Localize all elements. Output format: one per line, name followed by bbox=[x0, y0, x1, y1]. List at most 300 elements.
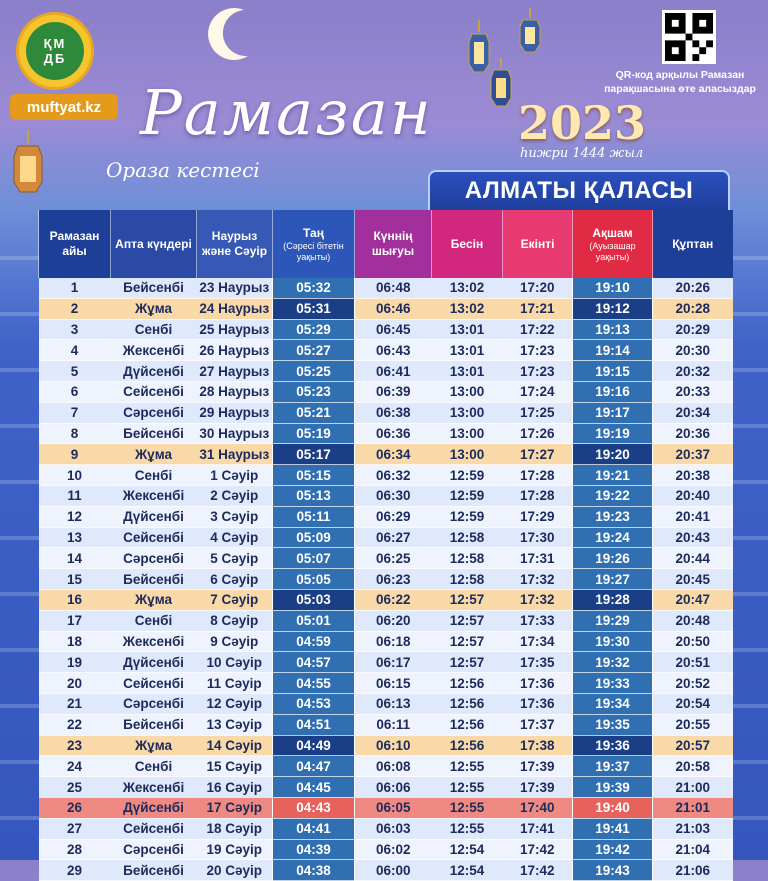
page-subtitle: Ораза кестесі bbox=[106, 158, 260, 182]
cell-date: 1 Сәуір bbox=[197, 465, 273, 486]
cell-afternoon: 17:25 bbox=[503, 402, 573, 423]
table-row bbox=[39, 444, 733, 465]
cell-dawn: 05:01 bbox=[273, 610, 355, 631]
header-sunset-note: (Ауызашар уақыты) bbox=[589, 240, 636, 262]
table-row bbox=[39, 485, 733, 506]
page-title: Рамазан bbox=[140, 76, 433, 149]
cell-day: 7 bbox=[39, 402, 111, 423]
cell-sunrise: 06:48 bbox=[355, 278, 432, 298]
table-row bbox=[39, 839, 733, 860]
cell-weekday: Сәрсенбі bbox=[111, 839, 197, 860]
cell-weekday: Жексенбі bbox=[111, 340, 197, 361]
cell-sunrise: 06:32 bbox=[355, 465, 432, 486]
cell-afternoon: 17:26 bbox=[503, 423, 573, 444]
cell-weekday: Бейсенбі bbox=[111, 714, 197, 735]
cell-sunset: 19:33 bbox=[573, 673, 653, 694]
cell-date: 5 Сәуір bbox=[197, 548, 273, 569]
cell-weekday: Дүйсенбі bbox=[111, 361, 197, 382]
cell-night: 20:48 bbox=[653, 610, 733, 631]
cell-noon: 12:56 bbox=[432, 673, 503, 694]
cell-sunrise: 06:11 bbox=[355, 714, 432, 735]
cell-noon: 13:01 bbox=[432, 319, 503, 340]
cell-dawn: 05:32 bbox=[273, 278, 355, 298]
cell-date: 29 Наурыз bbox=[197, 402, 273, 423]
cell-noon: 12:59 bbox=[432, 506, 503, 527]
cell-noon: 12:57 bbox=[432, 589, 503, 610]
cell-day: 23 bbox=[39, 735, 111, 756]
table-row bbox=[39, 381, 733, 402]
table-row bbox=[39, 693, 733, 714]
cell-sunset: 19:16 bbox=[573, 381, 653, 402]
table-row bbox=[39, 735, 733, 756]
cell-weekday: Бейсенбі bbox=[111, 423, 197, 444]
lantern-icon-3 bbox=[518, 8, 542, 56]
cell-sunrise: 06:46 bbox=[355, 298, 432, 319]
cell-sunset: 19:41 bbox=[573, 818, 653, 839]
cell-noon: 12:58 bbox=[432, 548, 503, 569]
cell-afternoon: 17:36 bbox=[503, 693, 573, 714]
cell-noon: 12:55 bbox=[432, 818, 503, 839]
cell-day: 20 bbox=[39, 673, 111, 694]
cell-night: 21:03 bbox=[653, 818, 733, 839]
cell-day: 10 bbox=[39, 465, 111, 486]
cell-sunrise: 06:20 bbox=[355, 610, 432, 631]
year: 2023 bbox=[518, 96, 647, 150]
cell-sunset: 19:22 bbox=[573, 485, 653, 506]
cell-weekday: Сенбі bbox=[111, 610, 197, 631]
table-row bbox=[39, 527, 733, 548]
qr-code-icon bbox=[665, 13, 713, 61]
logo-text-top: ҚМ bbox=[43, 36, 67, 51]
table-row bbox=[39, 610, 733, 631]
cell-sunset: 19:19 bbox=[573, 423, 653, 444]
cell-sunrise: 06:06 bbox=[355, 777, 432, 798]
cell-date: 18 Сәуір bbox=[197, 818, 273, 839]
cell-date: 28 Наурыз bbox=[197, 381, 273, 402]
cell-night: 20:52 bbox=[653, 673, 733, 694]
cell-date: 2 Сәуір bbox=[197, 485, 273, 506]
cell-noon: 12:55 bbox=[432, 777, 503, 798]
cell-night: 20:28 bbox=[653, 298, 733, 319]
cell-weekday: Жұма bbox=[111, 298, 197, 319]
cell-day: 2 bbox=[39, 298, 111, 319]
cell-sunset: 19:39 bbox=[573, 777, 653, 798]
cell-sunrise: 06:27 bbox=[355, 527, 432, 548]
cell-weekday: Бейсенбі bbox=[111, 860, 197, 881]
cell-sunrise: 06:43 bbox=[355, 340, 432, 361]
cell-noon: 12:56 bbox=[432, 693, 503, 714]
cell-afternoon: 17:32 bbox=[503, 569, 573, 590]
cell-day: 4 bbox=[39, 340, 111, 361]
cell-night: 20:38 bbox=[653, 465, 733, 486]
cell-sunset: 19:15 bbox=[573, 361, 653, 382]
table-row bbox=[39, 361, 733, 382]
cell-afternoon: 17:39 bbox=[503, 756, 573, 777]
cell-sunrise: 06:45 bbox=[355, 319, 432, 340]
cell-sunset: 19:42 bbox=[573, 839, 653, 860]
cell-day: 13 bbox=[39, 527, 111, 548]
cell-weekday: Дүйсенбі bbox=[111, 652, 197, 673]
cell-weekday: Жұма bbox=[111, 735, 197, 756]
cell-noon: 13:01 bbox=[432, 361, 503, 382]
cell-day: 26 bbox=[39, 797, 111, 818]
cell-weekday: Сәрсенбі bbox=[111, 548, 197, 569]
cell-afternoon: 17:34 bbox=[503, 631, 573, 652]
cell-sunset: 19:32 bbox=[573, 652, 653, 673]
cell-noon: 13:00 bbox=[432, 402, 503, 423]
cell-date: 20 Сәуір bbox=[197, 860, 273, 881]
cell-day: 12 bbox=[39, 506, 111, 527]
cell-weekday: Дүйсенбі bbox=[111, 506, 197, 527]
cell-day: 3 bbox=[39, 319, 111, 340]
cell-sunrise: 06:30 bbox=[355, 485, 432, 506]
cell-dawn: 04:53 bbox=[273, 693, 355, 714]
cell-day: 28 bbox=[39, 839, 111, 860]
cell-day: 14 bbox=[39, 548, 111, 569]
cell-night: 21:04 bbox=[653, 839, 733, 860]
cell-afternoon: 17:36 bbox=[503, 673, 573, 694]
cell-weekday: Сәрсенбі bbox=[111, 693, 197, 714]
cell-date: 26 Наурыз bbox=[197, 340, 273, 361]
cell-day: 15 bbox=[39, 569, 111, 590]
cell-sunrise: 06:15 bbox=[355, 673, 432, 694]
cell-sunset: 19:17 bbox=[573, 402, 653, 423]
table-row bbox=[39, 340, 733, 361]
cell-day: 5 bbox=[39, 361, 111, 382]
table-row bbox=[39, 631, 733, 652]
cell-dawn: 05:05 bbox=[273, 569, 355, 590]
cell-afternoon: 17:23 bbox=[503, 361, 573, 382]
cell-night: 20:50 bbox=[653, 631, 733, 652]
cell-noon: 12:59 bbox=[432, 485, 503, 506]
cell-weekday: Жұма bbox=[111, 444, 197, 465]
cell-night: 20:29 bbox=[653, 319, 733, 340]
cell-noon: 12:56 bbox=[432, 714, 503, 735]
cell-day: 18 bbox=[39, 631, 111, 652]
cell-sunset: 19:12 bbox=[573, 298, 653, 319]
cell-sunrise: 06:25 bbox=[355, 548, 432, 569]
cell-afternoon: 17:23 bbox=[503, 340, 573, 361]
table-row bbox=[39, 797, 733, 818]
table-row bbox=[39, 652, 733, 673]
header-day: Рамазан айы bbox=[39, 210, 111, 278]
cell-sunset: 19:23 bbox=[573, 506, 653, 527]
cell-sunrise: 06:39 bbox=[355, 381, 432, 402]
cell-weekday: Сейсенбі bbox=[111, 381, 197, 402]
lantern-icon-4 bbox=[488, 58, 514, 110]
cell-afternoon: 17:31 bbox=[503, 548, 573, 569]
header-date: Наурыз және Сәуір bbox=[197, 210, 273, 278]
cell-dawn: 05:15 bbox=[273, 465, 355, 486]
crescent-moon-icon bbox=[204, 6, 254, 62]
cell-weekday: Бейсенбі bbox=[111, 569, 197, 590]
cell-noon: 12:57 bbox=[432, 610, 503, 631]
cell-sunrise: 06:41 bbox=[355, 361, 432, 382]
cell-afternoon: 17:35 bbox=[503, 652, 573, 673]
cell-sunset: 19:43 bbox=[573, 860, 653, 881]
cell-sunrise: 06:22 bbox=[355, 589, 432, 610]
table-row bbox=[39, 423, 733, 444]
logo-text-bottom: ДБ bbox=[43, 51, 67, 66]
cell-sunset: 19:13 bbox=[573, 319, 653, 340]
table-row bbox=[39, 756, 733, 777]
header-afternoon: Екінті bbox=[503, 210, 573, 278]
cell-day: 16 bbox=[39, 589, 111, 610]
cell-dawn: 05:31 bbox=[273, 298, 355, 319]
right-ornament bbox=[728, 230, 768, 850]
cell-dawn: 05:13 bbox=[273, 485, 355, 506]
cell-night: 20:34 bbox=[653, 402, 733, 423]
cell-afternoon: 17:33 bbox=[503, 610, 573, 631]
cell-night: 20:55 bbox=[653, 714, 733, 735]
cell-noon: 12:55 bbox=[432, 797, 503, 818]
cell-date: 12 Сәуір bbox=[197, 693, 273, 714]
table-row bbox=[39, 673, 733, 694]
cell-noon: 13:01 bbox=[432, 340, 503, 361]
cell-afternoon: 17:37 bbox=[503, 714, 573, 735]
cell-sunrise: 06:29 bbox=[355, 506, 432, 527]
cell-night: 20:47 bbox=[653, 589, 733, 610]
table-row bbox=[39, 465, 733, 486]
qr-note: QR-код арқылы Рамазан парақшасына өте аласыздар bbox=[604, 69, 756, 95]
cell-noon: 12:57 bbox=[432, 631, 503, 652]
site-link[interactable]: muftyat.kz bbox=[10, 94, 118, 120]
cell-day: 8 bbox=[39, 423, 111, 444]
cell-date: 27 Наурыз bbox=[197, 361, 273, 382]
cell-sunrise: 06:13 bbox=[355, 693, 432, 714]
cell-afternoon: 17:24 bbox=[503, 381, 573, 402]
cell-noon: 13:00 bbox=[432, 381, 503, 402]
table-row bbox=[39, 548, 733, 569]
table-row bbox=[39, 506, 733, 527]
cell-date: 19 Сәуір bbox=[197, 839, 273, 860]
cell-night: 21:00 bbox=[653, 777, 733, 798]
hijri-year: һижри 1444 жыл bbox=[520, 146, 644, 161]
cell-date: 11 Сәуір bbox=[197, 673, 273, 694]
cell-sunset: 19:34 bbox=[573, 693, 653, 714]
cell-date: 10 Сәуір bbox=[197, 652, 273, 673]
cell-night: 20:45 bbox=[653, 569, 733, 590]
cell-day: 27 bbox=[39, 818, 111, 839]
cell-weekday: Сенбі bbox=[111, 465, 197, 486]
header-weekday: Апта күндері bbox=[111, 210, 197, 278]
cell-dawn: 04:59 bbox=[273, 631, 355, 652]
header-dawn-note: (Сәресі бітетін уақыты) bbox=[283, 240, 344, 262]
cell-night: 20:33 bbox=[653, 381, 733, 402]
cell-dawn: 05:29 bbox=[273, 319, 355, 340]
cell-dawn: 04:47 bbox=[273, 756, 355, 777]
cell-date: 23 Наурыз bbox=[197, 278, 273, 298]
cell-sunset: 19:20 bbox=[573, 444, 653, 465]
table-header-row bbox=[39, 210, 733, 278]
cell-sunset: 19:14 bbox=[573, 340, 653, 361]
cell-sunset: 19:29 bbox=[573, 610, 653, 631]
cell-weekday: Сейсенбі bbox=[111, 673, 197, 694]
cell-date: 14 Сәуір bbox=[197, 735, 273, 756]
cell-afternoon: 17:28 bbox=[503, 485, 573, 506]
cell-date: 7 Сәуір bbox=[197, 589, 273, 610]
cell-weekday: Жексенбі bbox=[111, 631, 197, 652]
cell-afternoon: 17:30 bbox=[503, 527, 573, 548]
cell-sunrise: 06:34 bbox=[355, 444, 432, 465]
cell-noon: 12:59 bbox=[432, 465, 503, 486]
cell-date: 31 Наурыз bbox=[197, 444, 273, 465]
cell-afternoon: 17:40 bbox=[503, 797, 573, 818]
cell-dawn: 05:09 bbox=[273, 527, 355, 548]
cell-sunrise: 06:10 bbox=[355, 735, 432, 756]
cell-weekday: Сейсенбі bbox=[111, 527, 197, 548]
cell-sunset: 19:30 bbox=[573, 631, 653, 652]
cell-dawn: 05:11 bbox=[273, 506, 355, 527]
cell-dawn: 05:23 bbox=[273, 381, 355, 402]
cell-day: 24 bbox=[39, 756, 111, 777]
header-sunset-label: Ақшам bbox=[592, 225, 633, 240]
table-row bbox=[39, 319, 733, 340]
cell-dawn: 05:21 bbox=[273, 402, 355, 423]
cell-night: 20:44 bbox=[653, 548, 733, 569]
cell-dawn: 05:25 bbox=[273, 361, 355, 382]
cell-noon: 12:56 bbox=[432, 735, 503, 756]
cell-dawn: 04:43 bbox=[273, 797, 355, 818]
cell-weekday: Жексенбі bbox=[111, 485, 197, 506]
cell-sunset: 19:40 bbox=[573, 797, 653, 818]
cell-date: 6 Сәуір bbox=[197, 569, 273, 590]
cell-day: 25 bbox=[39, 777, 111, 798]
cell-dawn: 04:38 bbox=[273, 860, 355, 881]
cell-dawn: 05:17 bbox=[273, 444, 355, 465]
left-ornament bbox=[0, 230, 40, 850]
cell-afternoon: 17:32 bbox=[503, 589, 573, 610]
cell-sunrise: 06:38 bbox=[355, 402, 432, 423]
cell-dawn: 05:07 bbox=[273, 548, 355, 569]
cell-date: 3 Сәуір bbox=[197, 506, 273, 527]
header-sunrise: Күннің шығуы bbox=[355, 210, 432, 278]
cell-weekday: Сенбі bbox=[111, 756, 197, 777]
table-row bbox=[39, 298, 733, 319]
cell-day: 19 bbox=[39, 652, 111, 673]
cell-sunrise: 06:08 bbox=[355, 756, 432, 777]
table-row bbox=[39, 589, 733, 610]
cell-weekday: Сейсенбі bbox=[111, 818, 197, 839]
cell-dawn: 05:27 bbox=[273, 340, 355, 361]
cell-sunrise: 06:17 bbox=[355, 652, 432, 673]
cell-day: 6 bbox=[39, 381, 111, 402]
header-dawn bbox=[273, 210, 355, 278]
header-night: Құптан bbox=[653, 210, 733, 278]
cell-sunrise: 06:03 bbox=[355, 818, 432, 839]
cell-sunset: 19:37 bbox=[573, 756, 653, 777]
cell-sunrise: 06:02 bbox=[355, 839, 432, 860]
cell-sunrise: 06:00 bbox=[355, 860, 432, 881]
cell-afternoon: 17:41 bbox=[503, 818, 573, 839]
cell-date: 8 Сәуір bbox=[197, 610, 273, 631]
cell-night: 21:01 bbox=[653, 797, 733, 818]
cell-noon: 12:55 bbox=[432, 756, 503, 777]
cell-sunset: 19:10 bbox=[573, 278, 653, 298]
cell-night: 20:30 bbox=[653, 340, 733, 361]
cell-date: 17 Сәуір bbox=[197, 797, 273, 818]
header-noon: Бесін bbox=[432, 210, 503, 278]
cell-weekday: Дүйсенбі bbox=[111, 797, 197, 818]
lantern-icon bbox=[8, 130, 48, 200]
cell-sunset: 19:26 bbox=[573, 548, 653, 569]
cell-dawn: 04:55 bbox=[273, 673, 355, 694]
cell-sunset: 19:21 bbox=[573, 465, 653, 486]
cell-day: 1 bbox=[39, 278, 111, 298]
cell-weekday: Жұма bbox=[111, 589, 197, 610]
cell-noon: 13:02 bbox=[432, 298, 503, 319]
table-row bbox=[39, 278, 733, 298]
cell-night: 20:54 bbox=[653, 693, 733, 714]
cell-night: 20:51 bbox=[653, 652, 733, 673]
cell-noon: 12:58 bbox=[432, 527, 503, 548]
table-row bbox=[39, 818, 733, 839]
cell-noon: 12:54 bbox=[432, 860, 503, 881]
cell-afternoon: 17:20 bbox=[503, 278, 573, 298]
schedule-table bbox=[38, 210, 732, 881]
cell-night: 20:58 bbox=[653, 756, 733, 777]
cell-night: 20:43 bbox=[653, 527, 733, 548]
cell-afternoon: 17:29 bbox=[503, 506, 573, 527]
dumk-logo bbox=[16, 12, 94, 90]
cell-sunset: 19:35 bbox=[573, 714, 653, 735]
qr-code[interactable] bbox=[662, 10, 716, 64]
cell-afternoon: 17:42 bbox=[503, 860, 573, 881]
city-banner: АЛМАТЫ ҚАЛАСЫ bbox=[428, 170, 730, 212]
cell-noon: 13:00 bbox=[432, 423, 503, 444]
cell-weekday: Сенбі bbox=[111, 319, 197, 340]
cell-noon: 12:57 bbox=[432, 652, 503, 673]
cell-day: 29 bbox=[39, 860, 111, 881]
table-row bbox=[39, 569, 733, 590]
cell-date: 16 Сәуір bbox=[197, 777, 273, 798]
cell-afternoon: 17:42 bbox=[503, 839, 573, 860]
cell-dawn: 04:39 bbox=[273, 839, 355, 860]
cell-afternoon: 17:38 bbox=[503, 735, 573, 756]
cell-sunrise: 06:18 bbox=[355, 631, 432, 652]
cell-night: 21:06 bbox=[653, 860, 733, 881]
cell-sunrise: 06:05 bbox=[355, 797, 432, 818]
cell-afternoon: 17:28 bbox=[503, 465, 573, 486]
cell-sunset: 19:27 bbox=[573, 569, 653, 590]
cell-date: 9 Сәуір bbox=[197, 631, 273, 652]
cell-weekday: Жексенбі bbox=[111, 777, 197, 798]
cell-afternoon: 17:39 bbox=[503, 777, 573, 798]
cell-night: 20:57 bbox=[653, 735, 733, 756]
header-dawn-label: Таң bbox=[303, 225, 324, 240]
cell-day: 22 bbox=[39, 714, 111, 735]
cell-sunrise: 06:23 bbox=[355, 569, 432, 590]
cell-dawn: 04:41 bbox=[273, 818, 355, 839]
cell-night: 20:40 bbox=[653, 485, 733, 506]
cell-dawn: 04:49 bbox=[273, 735, 355, 756]
cell-sunrise: 06:36 bbox=[355, 423, 432, 444]
cell-night: 20:41 bbox=[653, 506, 733, 527]
cell-weekday: Сәрсенбі bbox=[111, 402, 197, 423]
table-row bbox=[39, 402, 733, 423]
header-sunset bbox=[573, 210, 653, 278]
cell-dawn: 05:19 bbox=[273, 423, 355, 444]
cell-day: 11 bbox=[39, 485, 111, 506]
cell-date: 24 Наурыз bbox=[197, 298, 273, 319]
cell-afternoon: 17:21 bbox=[503, 298, 573, 319]
cell-night: 20:37 bbox=[653, 444, 733, 465]
table-row bbox=[39, 777, 733, 798]
cell-day: 21 bbox=[39, 693, 111, 714]
cell-date: 4 Сәуір bbox=[197, 527, 273, 548]
cell-sunset: 19:24 bbox=[573, 527, 653, 548]
cell-afternoon: 17:22 bbox=[503, 319, 573, 340]
